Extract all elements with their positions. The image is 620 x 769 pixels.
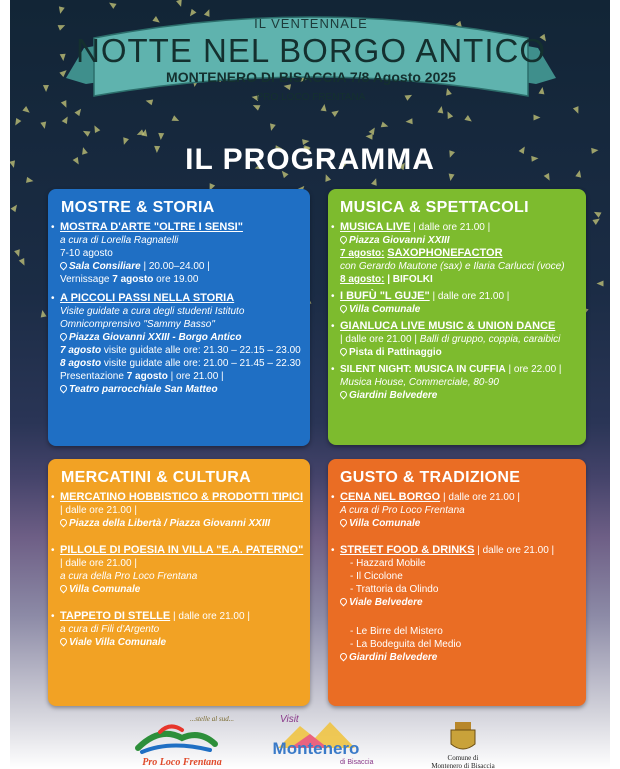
footer-logos-art <box>10 708 610 769</box>
section-mercatini-cultura <box>48 459 310 706</box>
vendor-item: - Trattoria da Olindo <box>350 584 439 595</box>
performer-date-2: 8 agosto: <box>340 274 385 285</box>
event-hours: | dalle ore 21.00 | <box>477 545 555 556</box>
section-title: GUSTO & TRADIZIONE <box>340 469 521 486</box>
event-description: Visite guidate a cura degli studenti Istituto Omnicomprensivo "Sammy Basso" <box>60 306 245 330</box>
event-title: STREET FOOD & DRINKS <box>340 544 475 556</box>
event-hours: | dalle ore 21.00 | <box>340 334 417 345</box>
location-pin-icon <box>340 236 347 244</box>
event-hours: | dalle ore 21.00 | <box>173 611 250 622</box>
event-title: CENA NEL BORGO <box>340 491 441 503</box>
performer-name-2: | BIFOLKI <box>387 274 433 285</box>
event-place: Sala Consiliare <box>69 261 141 272</box>
location-pin-icon <box>60 333 67 341</box>
star-icon <box>23 106 32 115</box>
event-hours: | ore 22.00 | <box>508 364 562 375</box>
vernissage-date: 7 agosto <box>112 274 154 285</box>
event-place: Villa Comunale <box>69 584 141 595</box>
event-place: Pista di Pattinaggio <box>349 347 442 358</box>
event-curator: a cura di Lorella Ragnatelli <box>60 235 179 246</box>
event-title: MOSTRA D'ARTE "OLTRE I SENSI" <box>60 221 243 233</box>
event-title: MUSICA LIVE <box>340 221 411 233</box>
comune-line-2: Montenero di Bisaccia <box>431 762 495 769</box>
star-icon <box>92 124 101 133</box>
performer-name-1: SAXOPHONEFACTOR <box>387 247 503 259</box>
event-description: Musica House, Commerciale, 80-90 <box>340 377 499 388</box>
event-hours: | dalle ore 21.00 | <box>413 222 491 233</box>
tour-times-1: visite guidate alle ore: 21.30 – 22.15 – 23.00 <box>103 345 301 356</box>
event-title: PILLOLE DI POESIA IN VILLA "E.A. PATERNO" <box>60 544 304 556</box>
event-curator: a cura della Pro Loco Frentana <box>60 571 198 582</box>
tour-date-1: 7 agosto <box>60 345 102 356</box>
location-pin-icon <box>340 348 347 356</box>
event-place: Giardini Belvedere <box>349 390 438 401</box>
event-title: TAPPETO DI STELLE <box>60 610 171 622</box>
vernissage-label: Vernissage <box>60 274 110 285</box>
star-icon <box>57 22 66 30</box>
event-place: Piazza della Libertà / Piazza Giovanni XXIII <box>69 518 271 529</box>
section-gusto-tradizione <box>328 459 586 706</box>
vendor-list-2 <box>340 625 586 651</box>
event-bufu-guje <box>328 290 586 316</box>
banner-organizer: PRO LOCO FRENTANA <box>256 92 366 103</box>
crest-crown-icon <box>455 722 471 730</box>
footer-logos <box>10 708 610 769</box>
tour-times-2: visite guidate alle ore: 21.00 – 21.45 – 22.30 <box>103 358 301 369</box>
event-musica-live <box>328 221 586 286</box>
event-list <box>328 491 586 664</box>
vendor-list-1 <box>340 557 586 596</box>
event-mostra-arte <box>48 221 310 286</box>
star-icon <box>82 128 91 137</box>
performer-date-1: 7 agosto: <box>340 248 385 259</box>
event-description: Balli di gruppo, coppia, caraibici <box>419 334 561 345</box>
performer-desc-1: con Gerardo Mautone (sax) e Ilaria Carlucci (voce) <box>340 261 565 272</box>
event-mercatino <box>48 491 310 530</box>
star-icon <box>39 309 46 317</box>
location-pin-icon <box>340 519 347 527</box>
star-icon <box>371 178 379 187</box>
star-icon <box>269 124 277 132</box>
event-place: Villa Comunale <box>349 304 421 315</box>
event-gianluca-live <box>328 320 586 359</box>
section-mostre-storia <box>48 189 310 446</box>
event-place: Piazza Giovanni XXIII <box>349 235 450 246</box>
star-icon <box>26 177 34 184</box>
star-icon <box>593 216 602 225</box>
section-title: MERCATINI & CULTURA <box>61 469 251 486</box>
location-pin-icon <box>340 391 347 399</box>
event-title: GIANLUCA LIVE MUSIC & UNION DANCE <box>340 320 556 332</box>
banner-big-title: NOTTE NEL BORGO ANTICO <box>76 32 546 69</box>
star-icon <box>11 203 20 212</box>
presentation-time: | ore 21.00 | <box>170 371 224 382</box>
tour-date-2: 8 agosto <box>60 358 102 369</box>
comune-line-1: Comune di <box>447 754 479 762</box>
event-list <box>48 221 310 396</box>
banner-subtitle: MONTENERO DI BISACCIA 7/8 Agosto 2025 <box>166 69 456 85</box>
presentation-label: Presentazione <box>60 371 124 382</box>
banner-small-title: IL VENTENNALE <box>254 16 368 31</box>
location-pin-icon <box>340 598 347 606</box>
location-pin-icon <box>60 519 67 527</box>
pro-loco-name: Pro Loco Frentana <box>142 757 222 768</box>
star-icon <box>381 122 389 130</box>
star-icon <box>43 85 49 92</box>
vendor-item: - Hazzard Mobile <box>350 558 426 569</box>
event-place: Viale Villa Comunale <box>69 637 167 648</box>
event-street-food <box>328 544 586 664</box>
page-title: IL PROGRAMMA <box>185 143 435 176</box>
star-icon <box>158 132 164 139</box>
event-list <box>328 221 586 402</box>
event-silent-night <box>328 363 586 402</box>
section-musica-spettacoli <box>328 189 586 445</box>
event-place-2: Teatro parrocchiale San Matteo <box>69 384 218 395</box>
star-icon <box>177 0 185 8</box>
poster <box>10 0 610 769</box>
event-cena-borgo <box>328 491 586 530</box>
event-title: SILENT NIGHT: MUSICA IN CUFFIA <box>340 364 506 375</box>
star-icon <box>406 118 413 124</box>
event-title: MERCATINO HOBBISTICO & PRODOTTI TIPICI <box>60 491 304 503</box>
crest-shield-icon <box>451 730 475 749</box>
star-icon <box>58 6 65 14</box>
event-place: Viale Belvedere <box>349 597 423 608</box>
section-title: MUSICA & SPETTACOLI <box>340 199 529 216</box>
event-title: I BUFÙ "L GUJE" <box>340 290 430 302</box>
location-pin-icon <box>340 653 347 661</box>
event-piccoli-passi <box>48 292 310 396</box>
event-hours: | dalle ore 21.00 | <box>443 492 520 503</box>
event-hours: | dalle ore 21.00 | <box>60 505 137 516</box>
event-place: Piazza Giovanni XXIII - Borgo Antico <box>69 332 242 343</box>
visit-name: Montenero <box>272 739 360 758</box>
event-curator: A cura di Pro Loco Frentana <box>340 505 465 516</box>
event-hours: | dalle ore 21.00 | <box>60 558 137 569</box>
event-curator: a cura di Fili d'Argento <box>60 624 160 635</box>
star-icon <box>13 118 22 127</box>
event-pillole-poesia <box>48 544 310 596</box>
event-tappeto-stelle <box>48 610 310 649</box>
location-pin-icon <box>340 305 347 313</box>
pro-loco-tagline: ...stelle al sud... <box>190 715 234 723</box>
visit-montenero-logo <box>273 714 374 766</box>
event-dates: 7-10 agosto <box>60 248 113 259</box>
visit-label: Visit <box>280 714 299 725</box>
comune-crest <box>431 722 495 769</box>
pro-loco-logo <box>138 715 234 768</box>
event-hours: | dalle ore 21.00 | <box>432 291 510 302</box>
star-icon <box>596 280 603 286</box>
star-icon <box>40 121 47 129</box>
vendor-item: - Il Cicolone <box>350 571 403 582</box>
visit-sub: di Bisaccia <box>340 759 374 766</box>
presentation-date: 7 agosto <box>126 371 168 382</box>
vernissage-time: ore 19.00 <box>156 274 199 285</box>
location-pin-icon <box>60 385 67 393</box>
event-title: A PICCOLI PASSI NELLA STORIA <box>60 292 235 304</box>
star-icon <box>572 106 580 115</box>
star-icon <box>14 249 22 257</box>
event-hours: | 20.00–24.00 | <box>143 261 210 272</box>
location-pin-icon <box>60 585 67 593</box>
location-pin-icon <box>60 638 67 646</box>
star-icon <box>19 258 27 267</box>
section-title: MOSTRE & STORIA <box>61 199 215 216</box>
vendor-item: - La Bodeguita del Medio <box>350 639 462 650</box>
event-place-2: Giardini Belvedere <box>349 652 438 663</box>
title-banner <box>66 8 556 118</box>
event-list <box>48 491 310 649</box>
vendor-item: - Le Birre del Mistero <box>350 626 443 637</box>
star-icon <box>141 128 148 136</box>
location-pin-icon <box>60 262 67 270</box>
event-place: Villa Comunale <box>349 518 421 529</box>
